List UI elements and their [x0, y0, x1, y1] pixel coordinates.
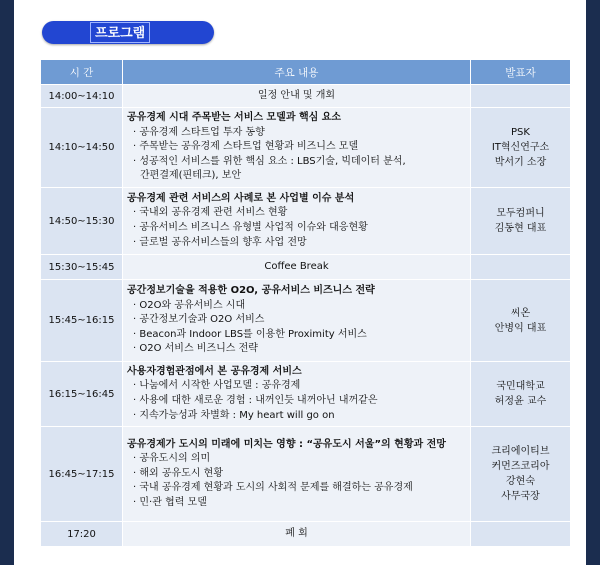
list-item: · 공유서비스 비즈니스 유형별 사업적 이슈와 대응현황	[133, 222, 368, 233]
list-item: · 해외 공유도시 현황	[133, 467, 223, 479]
row-speaker: PSK IT혁신연구소 박서기 소장	[471, 108, 571, 188]
header-speaker: 발표자	[471, 60, 571, 85]
row-speaker: 국민대학교 허정윤 교수	[471, 362, 571, 427]
table-row	[41, 188, 571, 255]
session-title: 공간정보기술을 적용한 O2O, 공유서비스 비즈니스 전략	[127, 285, 375, 297]
row-time: 14:00~14:10	[41, 85, 123, 108]
table-row	[41, 427, 571, 522]
row-speaker: 크리에이티브 커먼즈코리아 강현숙 사무국장	[471, 427, 571, 522]
row-speaker: 씨온 안병익 대표	[471, 280, 571, 362]
row-content: 일정 안내 및 개회	[123, 85, 471, 108]
session-title: 공유경제 시대 주목받는 서비스 모델과 핵심 요소	[127, 112, 342, 124]
section-header-pill	[42, 21, 214, 44]
row-content	[123, 427, 471, 522]
row-time: 17:20	[41, 522, 123, 547]
row-time: 15:45~16:15	[41, 280, 123, 362]
row-content	[123, 280, 471, 362]
list-item: · 성공적인 서비스를 위한 핵심 요소 : LBS기술, 빅데이터 분석,	[133, 155, 406, 167]
table-row	[41, 108, 571, 188]
row-content	[123, 362, 471, 427]
section-header-label: 프로그램	[90, 22, 150, 43]
program-table	[40, 59, 571, 547]
page-panel	[14, 0, 586, 565]
header-content: 주요 내용	[123, 60, 471, 85]
table-row	[41, 85, 571, 108]
list-item: · 나눔에서 시작한 사업모델 : 공유경제	[133, 380, 301, 392]
list-item: · 국내외 공유경제 관련 서비스 현황	[133, 207, 288, 219]
row-speaker	[471, 255, 571, 280]
row-speaker	[471, 522, 571, 547]
list-item: · 사용에 대한 새로운 경험 : 내꺼인듯 내꺼아닌 내꺼같은	[133, 395, 378, 406]
table-row	[41, 522, 571, 547]
session-title: 공유경제가 도시의 미래에 미치는 영향 : “공유도시 서울”의 현황과 전망	[127, 438, 446, 450]
list-item: · Beacon과 Indoor LBS를 이용한 Proximity 서비스	[133, 328, 367, 340]
list-item: · 주목받는 공유경제 스타트업 현황과 비즈니스 모델	[133, 141, 359, 153]
row-time: 14:50~15:30	[41, 188, 123, 255]
list-item: · O2O와 공유서비스 시대	[133, 299, 246, 311]
list-item: · 공간정보기술과 O2O 서비스	[133, 314, 265, 326]
session-title: 공유경제 관련 서비스의 사례로 본 사업별 이슈 분석	[127, 192, 355, 204]
list-item: · O2O 서비스 비즈니스 전략	[133, 343, 258, 355]
table-row	[41, 362, 571, 427]
table-row	[41, 280, 571, 362]
header-time: 시 간	[41, 60, 123, 85]
table-row	[41, 255, 571, 280]
row-content: Coffee Break	[123, 255, 471, 280]
session-title: 사용자경험관점에서 본 공유경제 서비스	[127, 365, 302, 377]
list-item: · 민·관 협력 모델	[133, 496, 207, 508]
list-item: · 공유경제 스타트업 투자 동향	[133, 126, 265, 138]
table-header-row	[41, 60, 571, 85]
row-speaker	[471, 85, 571, 108]
row-time: 14:10~14:50	[41, 108, 123, 188]
list-item: · 국내 공유경제 현황과 도시의 사회적 문제를 해결하는 공유경제	[133, 482, 413, 494]
row-time: 16:15~16:45	[41, 362, 123, 427]
row-time: 16:45~17:15	[41, 427, 123, 522]
row-speaker: 모두컴퍼니 김동현 대표	[471, 188, 571, 255]
row-content: 폐 회	[123, 522, 471, 547]
list-item: · 공유도시의 의미	[133, 453, 211, 465]
row-content	[123, 188, 471, 255]
list-item: · 지속가능성과 차별화 : My heart will go on	[133, 409, 335, 421]
list-item: · 글로벌 공유서비스들의 향후 사업 전망	[133, 236, 307, 248]
row-content	[123, 108, 471, 188]
list-item-continuation: 간편결제(핀테크), 보안	[140, 170, 242, 182]
row-time: 15:30~15:45	[41, 255, 123, 280]
